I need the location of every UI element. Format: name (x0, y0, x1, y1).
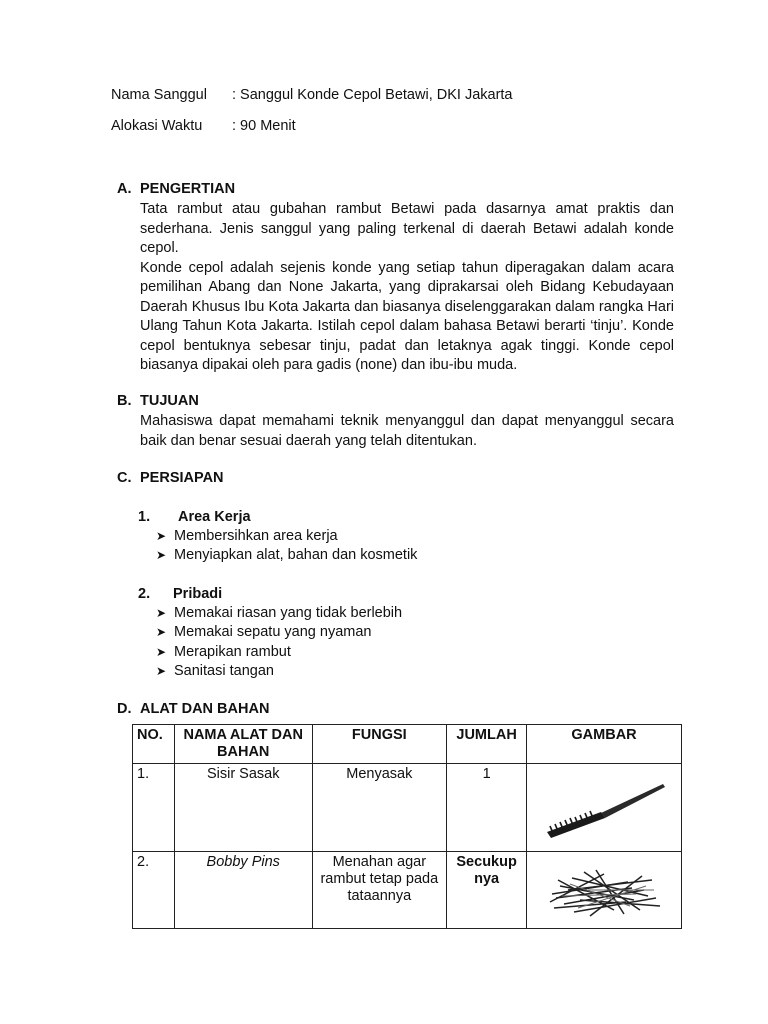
header-no: NO. (133, 725, 175, 764)
comb-icon (539, 778, 669, 838)
row-number: 2. (133, 852, 175, 929)
tool-picture-cell (527, 852, 682, 929)
header-name: NAMA ALAT DAN BAHAN (174, 725, 312, 764)
section-b-paragraph-1: Mahasiswa dapat memahami teknik menyanggul dan dapat menyanggul secara baik dan benar sesuai daerah yang telah ditentukan. (140, 413, 674, 449)
table-row (133, 852, 682, 929)
hairstyle-name-label: Nama Sanggul (111, 87, 207, 103)
tool-name: Sisir Sasak (174, 764, 312, 852)
section-a-title: PENGERTIAN (140, 181, 236, 197)
arrow-bullet-icon: ➤ (156, 529, 167, 543)
section-d-title: ALAT DAN BAHAN (140, 701, 270, 717)
section-c-title: PERSIAPAN (140, 470, 224, 486)
header-quantity: JUMLAH (447, 725, 527, 764)
subsection-1-number: 1. (138, 509, 151, 525)
section-a-paragraph-2: Konde cepol adalah sejenis konde yang setiap tahun diperagakan dalam acara pemilihan Abang dan None Jakarta, yang diprakarsai oleh Bidang Kebudayaan Daerah Khusus Ibu Kota Jakarta dan biasanya diselenggarakan dalam rangka Hari Ulang Tahun Kota Jakarta. Istilah cepol dalam bahasa Betawi berarti ‘tinju’. Konde cepol bentuknya sebesar tinju, padat dan letaknya agak tinggi. Konde cepol biasanya dipakai oleh para gadis (none) dan ibu-ibu muda. (140, 259, 674, 373)
table-row (133, 764, 682, 852)
section-b-body (140, 412, 674, 451)
bobby-pins-icon (544, 860, 664, 920)
list-item: ➤ Memakai riasan yang tidak berlebih (156, 604, 402, 624)
arrow-bullet-icon: ➤ (156, 625, 167, 639)
list-item: ➤ Sanitasi tangan (156, 662, 274, 682)
section-d-letter: D. (117, 701, 132, 717)
list-item: ➤ Menyiapkan alat, bahan dan kosmetik (156, 546, 417, 566)
section-a-paragraph-1: Tata rambut atau gubahan rambut Betawi pada dasarnya amat praktis dan sederhana. Jenis sanggul yang paling terkenal di daerah Betawi adalah konde cepol. (140, 201, 674, 256)
list-item: ➤ Memakai sepatu yang nyaman (156, 623, 371, 643)
tool-quantity: 1 (447, 764, 527, 852)
tool-picture-cell (527, 764, 682, 852)
hairstyle-name-value: : Sanggul Konde Cepol Betawi, DKI Jakarta (232, 87, 513, 103)
header-picture: GAMBAR (527, 725, 682, 764)
row-number: 1. (133, 764, 175, 852)
arrow-bullet-icon: ➤ (156, 645, 167, 659)
section-a-letter: A. (117, 181, 132, 197)
subsection-2-title: Pribadi (173, 586, 223, 602)
list-item: ➤ Merapikan rambut (156, 643, 291, 663)
section-b-letter: B. (117, 393, 132, 409)
arrow-bullet-icon: ➤ (156, 548, 167, 562)
list-item: ➤ Membersihkan area kerja (156, 527, 338, 547)
table-header-row (133, 725, 682, 764)
subsection-1-title: Area Kerja (178, 509, 251, 525)
tool-quantity: Secukup nya (447, 852, 527, 929)
time-allocation-value: : 90 Menit (232, 118, 296, 134)
tool-name: Bobby Pins (174, 852, 312, 929)
section-c-letter: C. (117, 470, 132, 486)
section-b-title: TUJUAN (140, 393, 199, 409)
section-a-body (140, 200, 674, 376)
arrow-bullet-icon: ➤ (156, 664, 167, 678)
tool-function: Menyasak (312, 764, 447, 852)
tools-table (132, 724, 682, 929)
time-allocation-label: Alokasi Waktu (111, 118, 203, 134)
subsection-2-number: 2. (138, 586, 151, 602)
arrow-bullet-icon: ➤ (156, 606, 167, 620)
header-function: FUNGSI (312, 725, 447, 764)
tool-function: Menahan agar rambut tetap pada tataannya (312, 852, 447, 929)
